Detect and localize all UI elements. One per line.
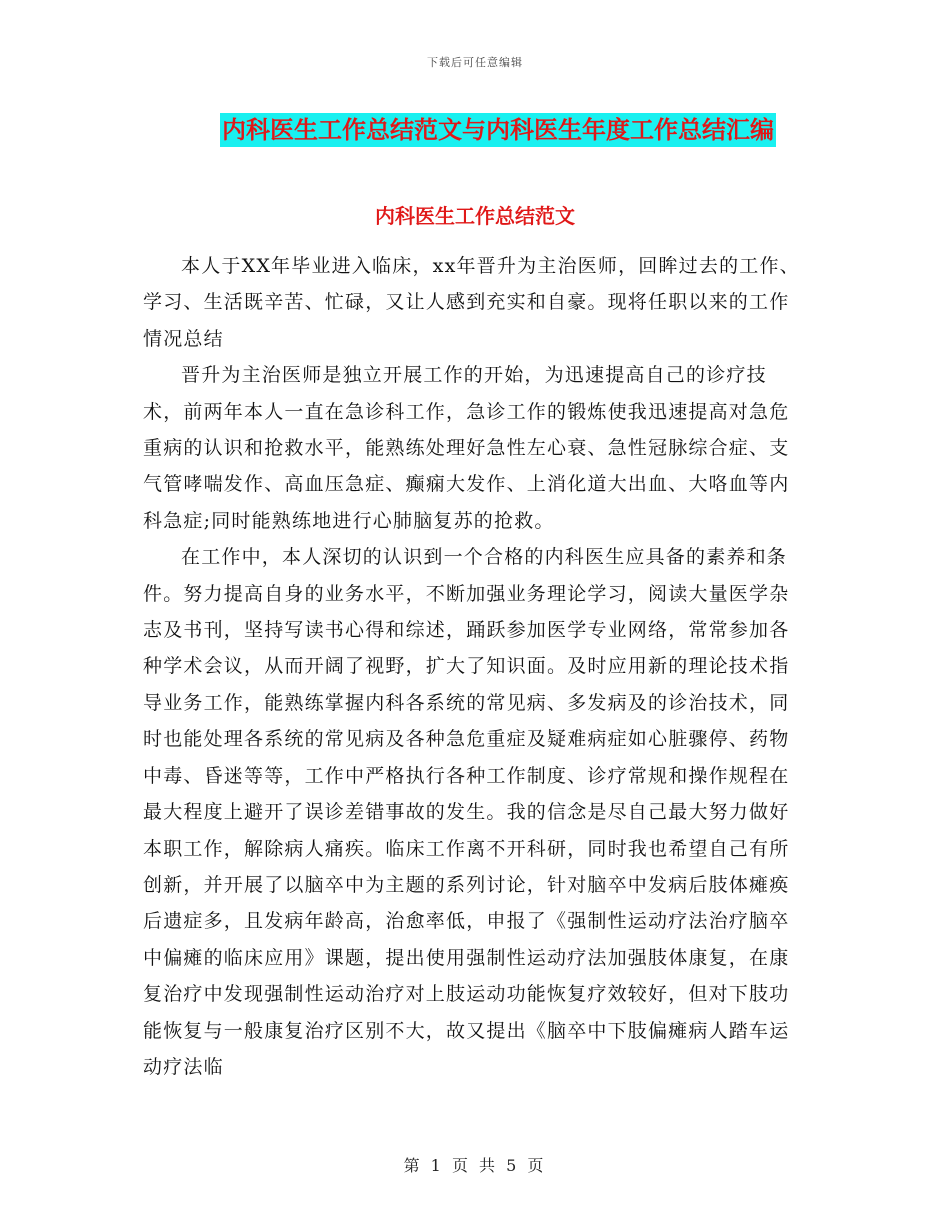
document-title-container bbox=[0, 113, 950, 147]
paragraph: 晋升为主治医师是独立开展工作的开始，为迅速提高自己的诊疗技术，前两年本人一直在急诊科工作，急诊工作的锻炼使我迅速提高对急危重病的认识和抢救水平，能熟练处理好急性左心衰、急性冠脉综合症、支气管哮喘发作、高血压急症、癫痫大发作、上消化道大出血、大咯血等内科急症;同时能熟练地进行心肺脑复苏的抢救。 bbox=[143, 364, 790, 532]
section-title: 内科医生工作总结范文 bbox=[375, 204, 575, 228]
page-number: 第 1 页 共 5 页 bbox=[403, 1156, 547, 1175]
document-body bbox=[143, 248, 807, 1085]
page-header-note: 下载后可任意编辑 bbox=[427, 56, 523, 69]
paragraph: 在工作中，本人深切的认识到一个合格的内科医生应具备的素养和条件。努力提高自身的业务水平，不断加强业务理论学习，阅读大量医学杂志及书刊，坚持写读书心得和综述，踊跃参加医学专业网络，常常参加各种学术会议，从而开阔了视野，扩大了知识面。及时应用新的理论技术指导业务工作，能熟练掌握内科各系统的常见病、多发病及的诊治技术，同时也能处理各系统的常见病及各种急危重症及疑难病症如心脏骤停、药物中毒、昏迷等等，工作中严格执行各种工作制度、诊疗常规和操作规程在最大程度上避开了误诊差错事故的发生。我的信念是尽自己最大努力做好本职工作，解除病人痛疾。临床工作离不开科研，同时我也希望自己有所创新，并开展了以脑卒中为主题的系列讨论，针对脑卒中发病后肢体瘫痪后遗症多，且发病年龄高，治愈率低，申报了《强制性运动疗法治疗脑卒中偏瘫的临床应用》课题，提出使用强制性运动疗法加强肢体康复，在康复治疗中发现强制性运动治疗对上肢运动功能恢复疗效较好，但对下肢功能恢复与一般康复治疗区别不大，故又提出《脑卒中下肢偏瘫病人踏车运动疗法临 bbox=[143, 546, 790, 1078]
paragraph: 本人于XX年毕业进入临床，xx年晋升为主治医师，回眸过去的工作、学习、生活既辛苦、忙碌，又让人感到充实和自豪。现将任职以来的工作情况总结 bbox=[143, 255, 800, 350]
document-title: 内科医生工作总结范文与内科医生年度工作总结汇编 bbox=[220, 113, 776, 147]
